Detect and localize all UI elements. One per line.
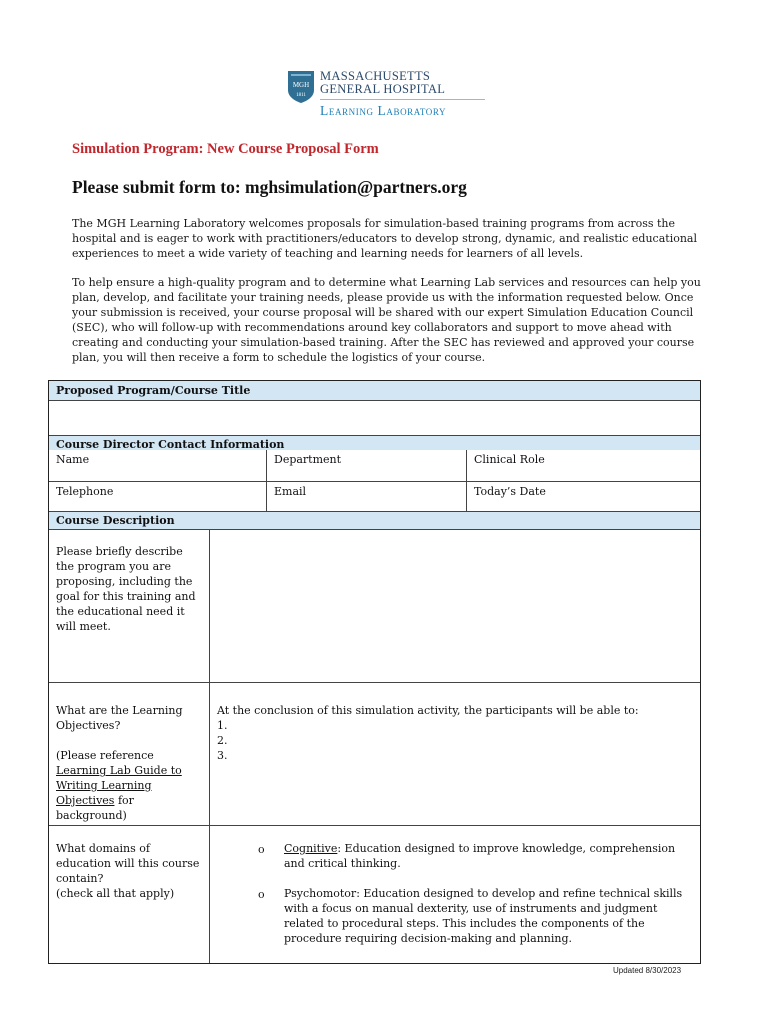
description-field[interactable] [209, 530, 700, 682]
logo-line-massachusetts: MASSACHUSETTS [320, 69, 431, 83]
intro-paragraph-2: To help ensure a high-quality program and to determine what Learning Lab services and resources can help you plan, develop, and facilitate your training needs, please provide us with the information requested below. Once your submission is received, your course proposal will be shared with our expert Simulation Education Council (SEC), who will follow-up with recommendations around key collaborators and support to move ahead with creating and conducting your simulation-based training. After the SEC has reviewed and approved your course plan, you will then receive a form to schedule the logistics of your course. [72, 276, 701, 364]
psychomotor-checkbox[interactable]: o [258, 888, 265, 901]
proposal-form-table [48, 380, 701, 964]
name-label: Name [56, 453, 90, 466]
todays-date-label: Today’s Date [474, 485, 546, 498]
contact-row-2 [49, 482, 700, 512]
objectives-question-cell [49, 683, 209, 825]
clinical-role-label: Clinical Role [474, 453, 545, 466]
intro-paragraph-1: The MGH Learning Laboratory welcomes proposals for simulation-based training programs from across the hospital and is eager to work with practitioners/educators to develop strong, dynamic, and realistic educational experiences to meet a wide variety of teaching and learning needs for learners of all levels. [72, 217, 697, 260]
name-field[interactable] [49, 450, 266, 481]
cognitive-option [284, 841, 694, 871]
shield-text-year: 1811 [296, 93, 306, 98]
describe-prompt: Please briefly describe the program you are proposing, including the goal for this training and the educational need it will meet. [56, 545, 196, 633]
objectives-intro: At the conclusion of this simulation activity, the participants will be able to: [217, 704, 639, 717]
domains-options [209, 826, 700, 963]
contact-info-header: Course Director Contact Information [49, 436, 700, 450]
form-title: Simulation Program: New Course Proposal Form [72, 141, 379, 157]
cognitive-label: Cognitive [284, 842, 338, 855]
shield-text-mgh: MGH [292, 81, 310, 89]
learning-objectives-guide-link[interactable]: Learning Lab Guide to Writing Learning Objectives [56, 764, 182, 807]
course-description-header: Course Description [49, 512, 700, 530]
telephone-label: Telephone [56, 485, 114, 498]
objective-item-2: 2. [217, 734, 228, 747]
objectives-question: What are the Learning Objectives? [56, 704, 183, 732]
todays-date-field[interactable] [466, 482, 700, 511]
program-title-header: Proposed Program/Course Title [49, 381, 700, 401]
email-field[interactable] [266, 482, 466, 511]
logo-divider [320, 99, 485, 100]
submit-instructions: Please submit form to: mghsimulation@partners.org [72, 177, 467, 197]
objectives-field[interactable] [209, 683, 700, 825]
objective-item-1: 1. [217, 719, 228, 732]
logo-line-general-hospital: GENERAL HOSPITAL [320, 82, 446, 96]
domains-row [49, 826, 700, 963]
objective-item-3: 3. [217, 749, 228, 762]
objectives-ref-post: for background) [56, 794, 134, 822]
mgh-learning-lab-logo [287, 70, 487, 122]
telephone-field[interactable] [49, 482, 266, 511]
department-field[interactable] [266, 450, 466, 481]
email-label: Email [274, 485, 307, 498]
cognitive-description: : Education designed to improve knowledge, comprehension and critical thinking. [284, 842, 676, 870]
mgh-shield-icon [287, 70, 315, 104]
objectives-row [49, 683, 700, 826]
updated-date-footer: Updated 8/30/2023 [613, 966, 682, 975]
domains-question-cell [49, 826, 209, 963]
clinical-role-field[interactable] [466, 450, 700, 481]
objectives-reference [56, 748, 202, 823]
psychomotor-option: Psychomotor: Education designed to develop and refine technical skills with a focus on manual dexterity, use of instruments and judgment related to procedural steps. This includes the components of the procedure requiring decision-making and planning. [284, 887, 683, 945]
program-title-field[interactable] [49, 401, 700, 436]
domains-question: What domains of education will this course contain? [56, 842, 200, 885]
cognitive-checkbox[interactable]: o [258, 843, 265, 856]
objectives-ref-pre: (Please reference [56, 749, 154, 762]
contact-row-1 [49, 450, 700, 482]
department-label: Department [274, 453, 342, 466]
description-row [49, 530, 700, 683]
domains-note: (check all that apply) [56, 887, 175, 900]
logo-line-learning-laboratory: Learning Laboratory [320, 103, 447, 118]
